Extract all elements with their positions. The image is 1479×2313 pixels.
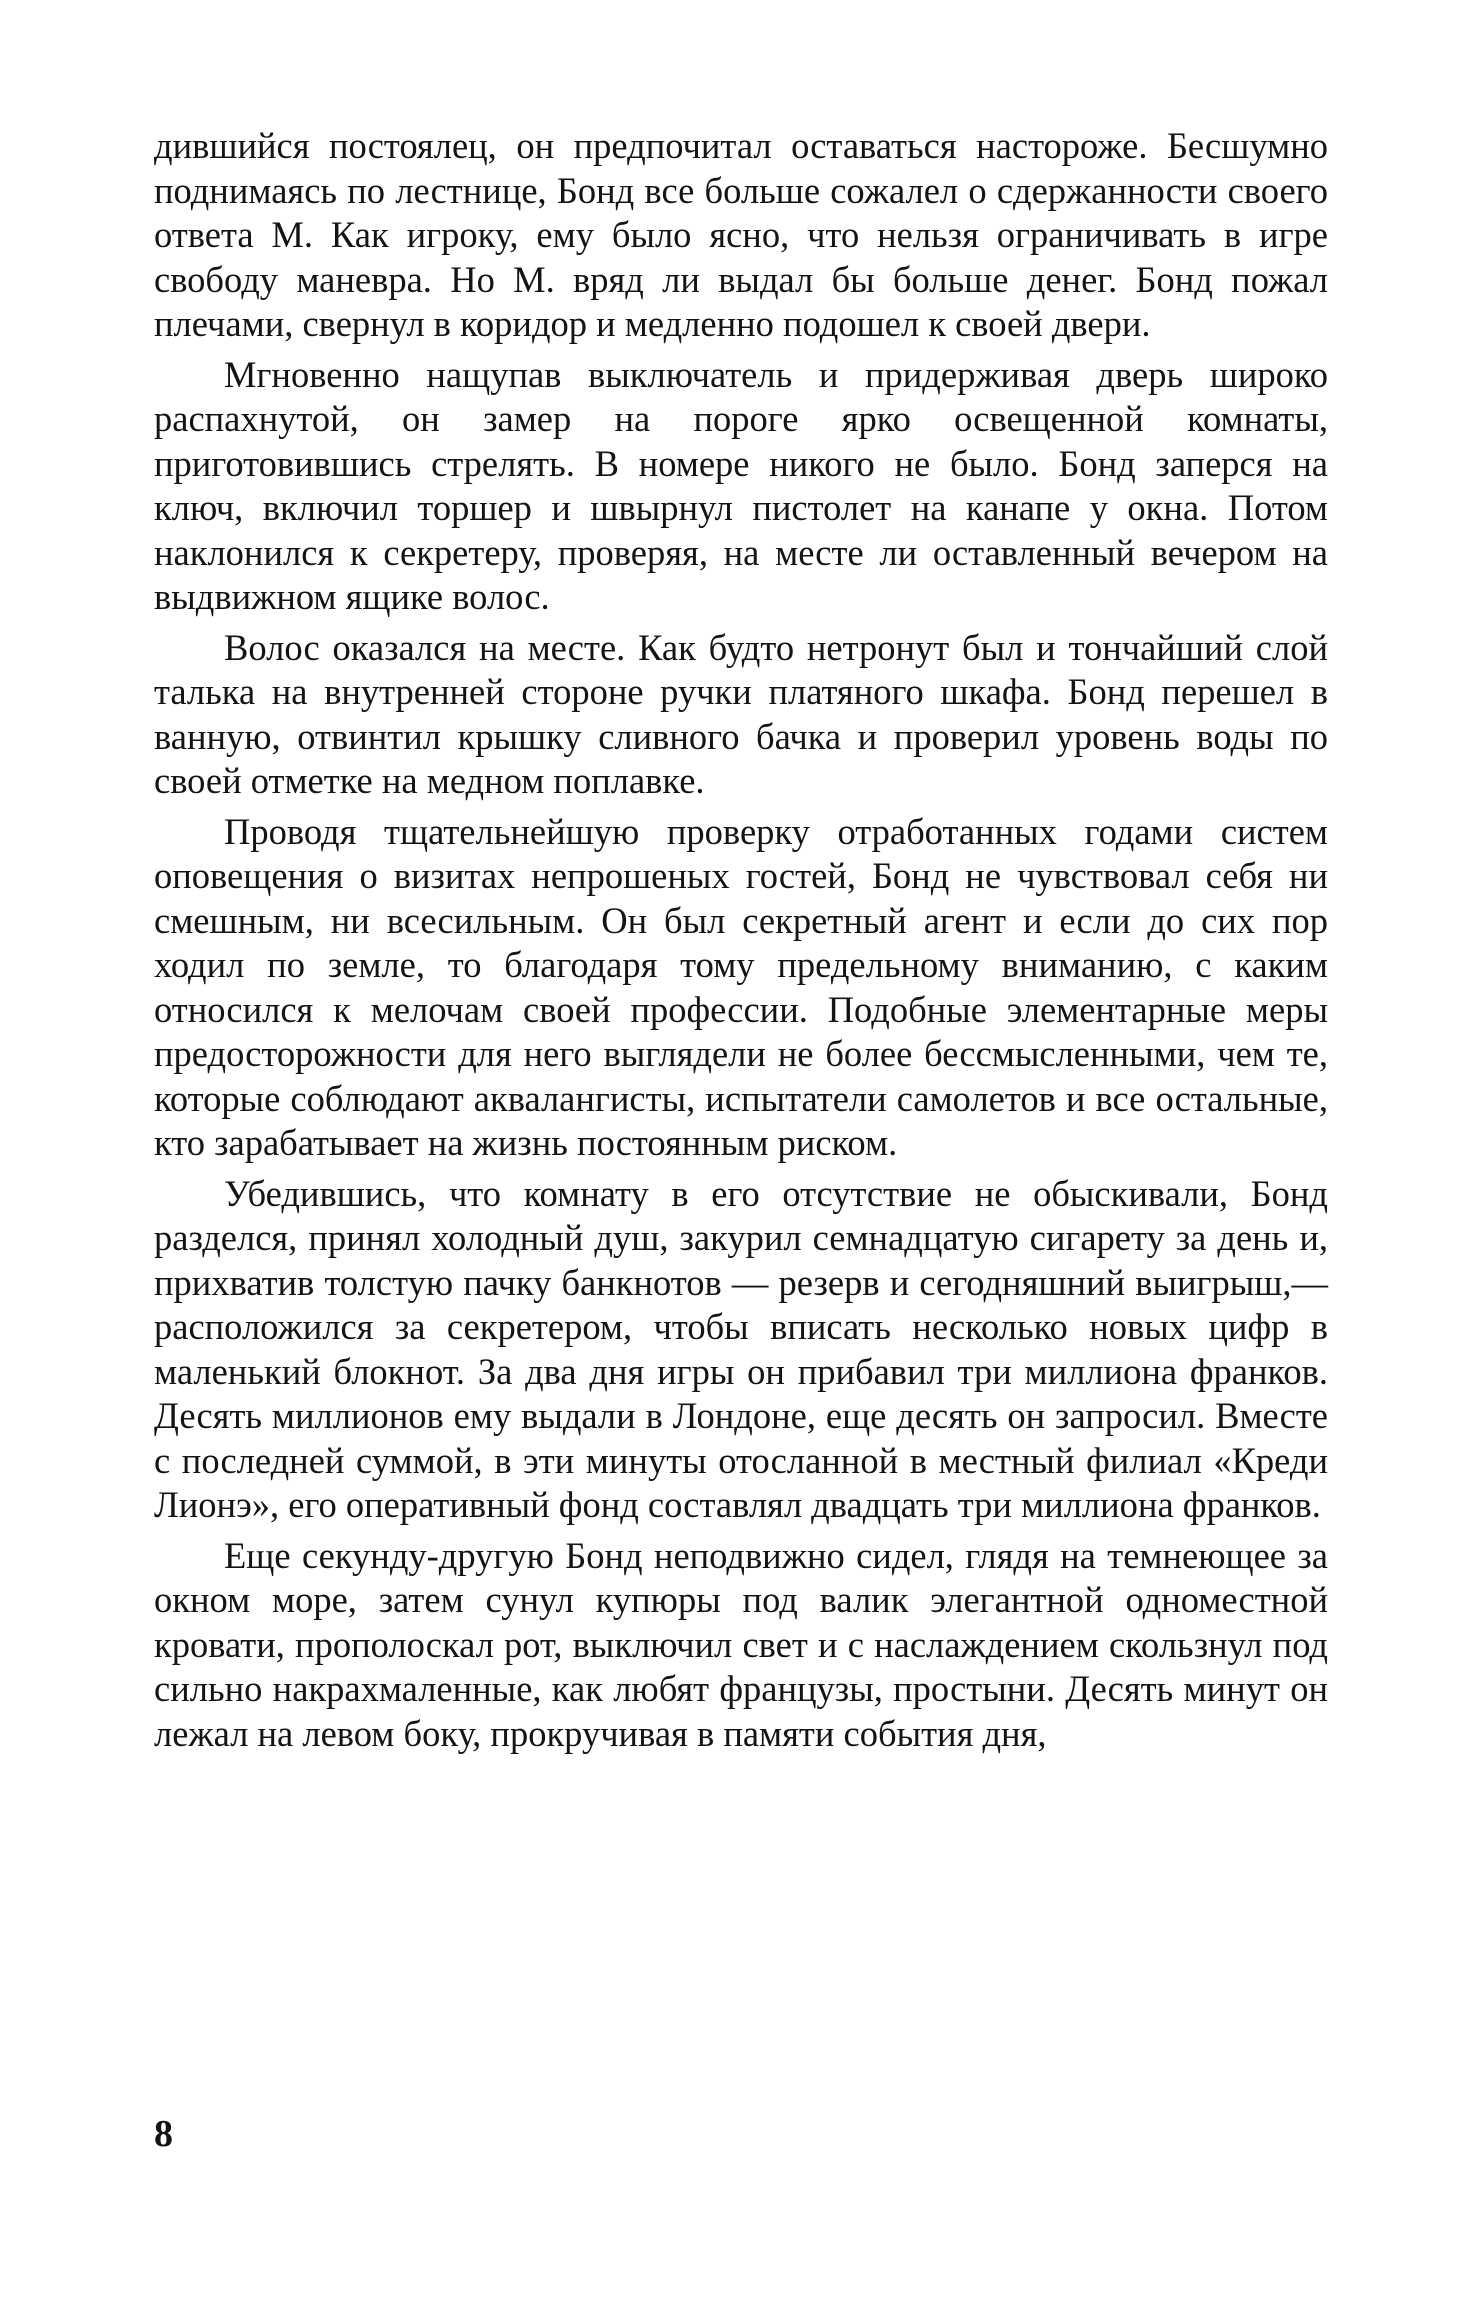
- paragraph-4: Проводя тщательнейшую проверку отработанных годами систем оповещения о визитах непрошеных гостей, Бонд не чувствовал себя ни смешным, ни всесильным. Он был секретный агент и если до сих пор ходил по земле, то благодаря тому предельному вниманию, с каким относился к мелочам своей профессии. Подобные элементарные меры предосторожности для него выглядели не более бессмысленными, чем те, которые соблюдают аквалангисты, испытатели самолетов и все остальные, кто зарабатывает на жизнь постоянным риском.: [154, 810, 1328, 1163]
- paragraph-2: Мгновенно нащупав выключатель и придерживая дверь широко распахнутой, он замер на пороге ярко освещенной комнаты, приготовившись стрелять. В номере никого не было. Бонд заперся на ключ, включил торшер и швырнул пистолет на канапе у окна. Потом наклонился к секретеру, проверяя, на месте ли оставленный вечером на выдвижном ящике волос.: [154, 353, 1328, 617]
- paragraph-3: Волос оказался на месте. Как будто нетронут был и тончайший слой талька на внутренней стороне ручки платяного шкафа. Бонд перешел в ванную, отвинтил крышку сливного бачка и проверил уровень воды по своей отметке на медном поплавке.: [154, 626, 1328, 801]
- page-number: 8: [154, 2113, 173, 2155]
- paragraph-6: Еще секунду-другую Бонд неподвижно сидел, глядя на темнеющее за окном море, затем сунул купюры под валик элегантной одноместной кровати, прополоскал рот, выключил свет и с наслаждением скользнул под сильно накрахмаленные, как любят французы, простыни. Десять минут он лежал на левом боку, прокручивая в памяти события дня,: [154, 1534, 1328, 1754]
- body-text: [154, 124, 1328, 1762]
- paragraph-1: дившийся постоялец, он предпочитал оставаться настороже. Бесшумно поднимаясь по лестнице, Бонд все больше сожалел о сдержанности своего ответа М. Как игроку, ему было ясно, что нельзя ограничивать в игре свободу маневра. Но М. вряд ли выдал бы больше денег. Бонд пожал плечами, свернул в коридор и медленно подошел к своей двери.: [154, 125, 1328, 344]
- paragraph-5: Убедившись, что комнату в его отсутствие не обыскивали, Бонд разделся, принял холодный душ, закурил семнадцатую сигарету за день и, прихватив толстую пачку банкнотов — резерв и сегодняшний выигрыш,— расположился за секретером, чтобы вписать несколько новых цифр в маленький блокнот. За два дня игры он прибавил три миллиона франков. Десять миллионов ему выдали в Лондоне, еще десять он запросил. Вместе с последней суммой, в эти минуты отосланной в местный филиал «Креди Лионэ», его оперативный фонд составлял двадцать три миллиона франков.: [154, 1172, 1328, 1525]
